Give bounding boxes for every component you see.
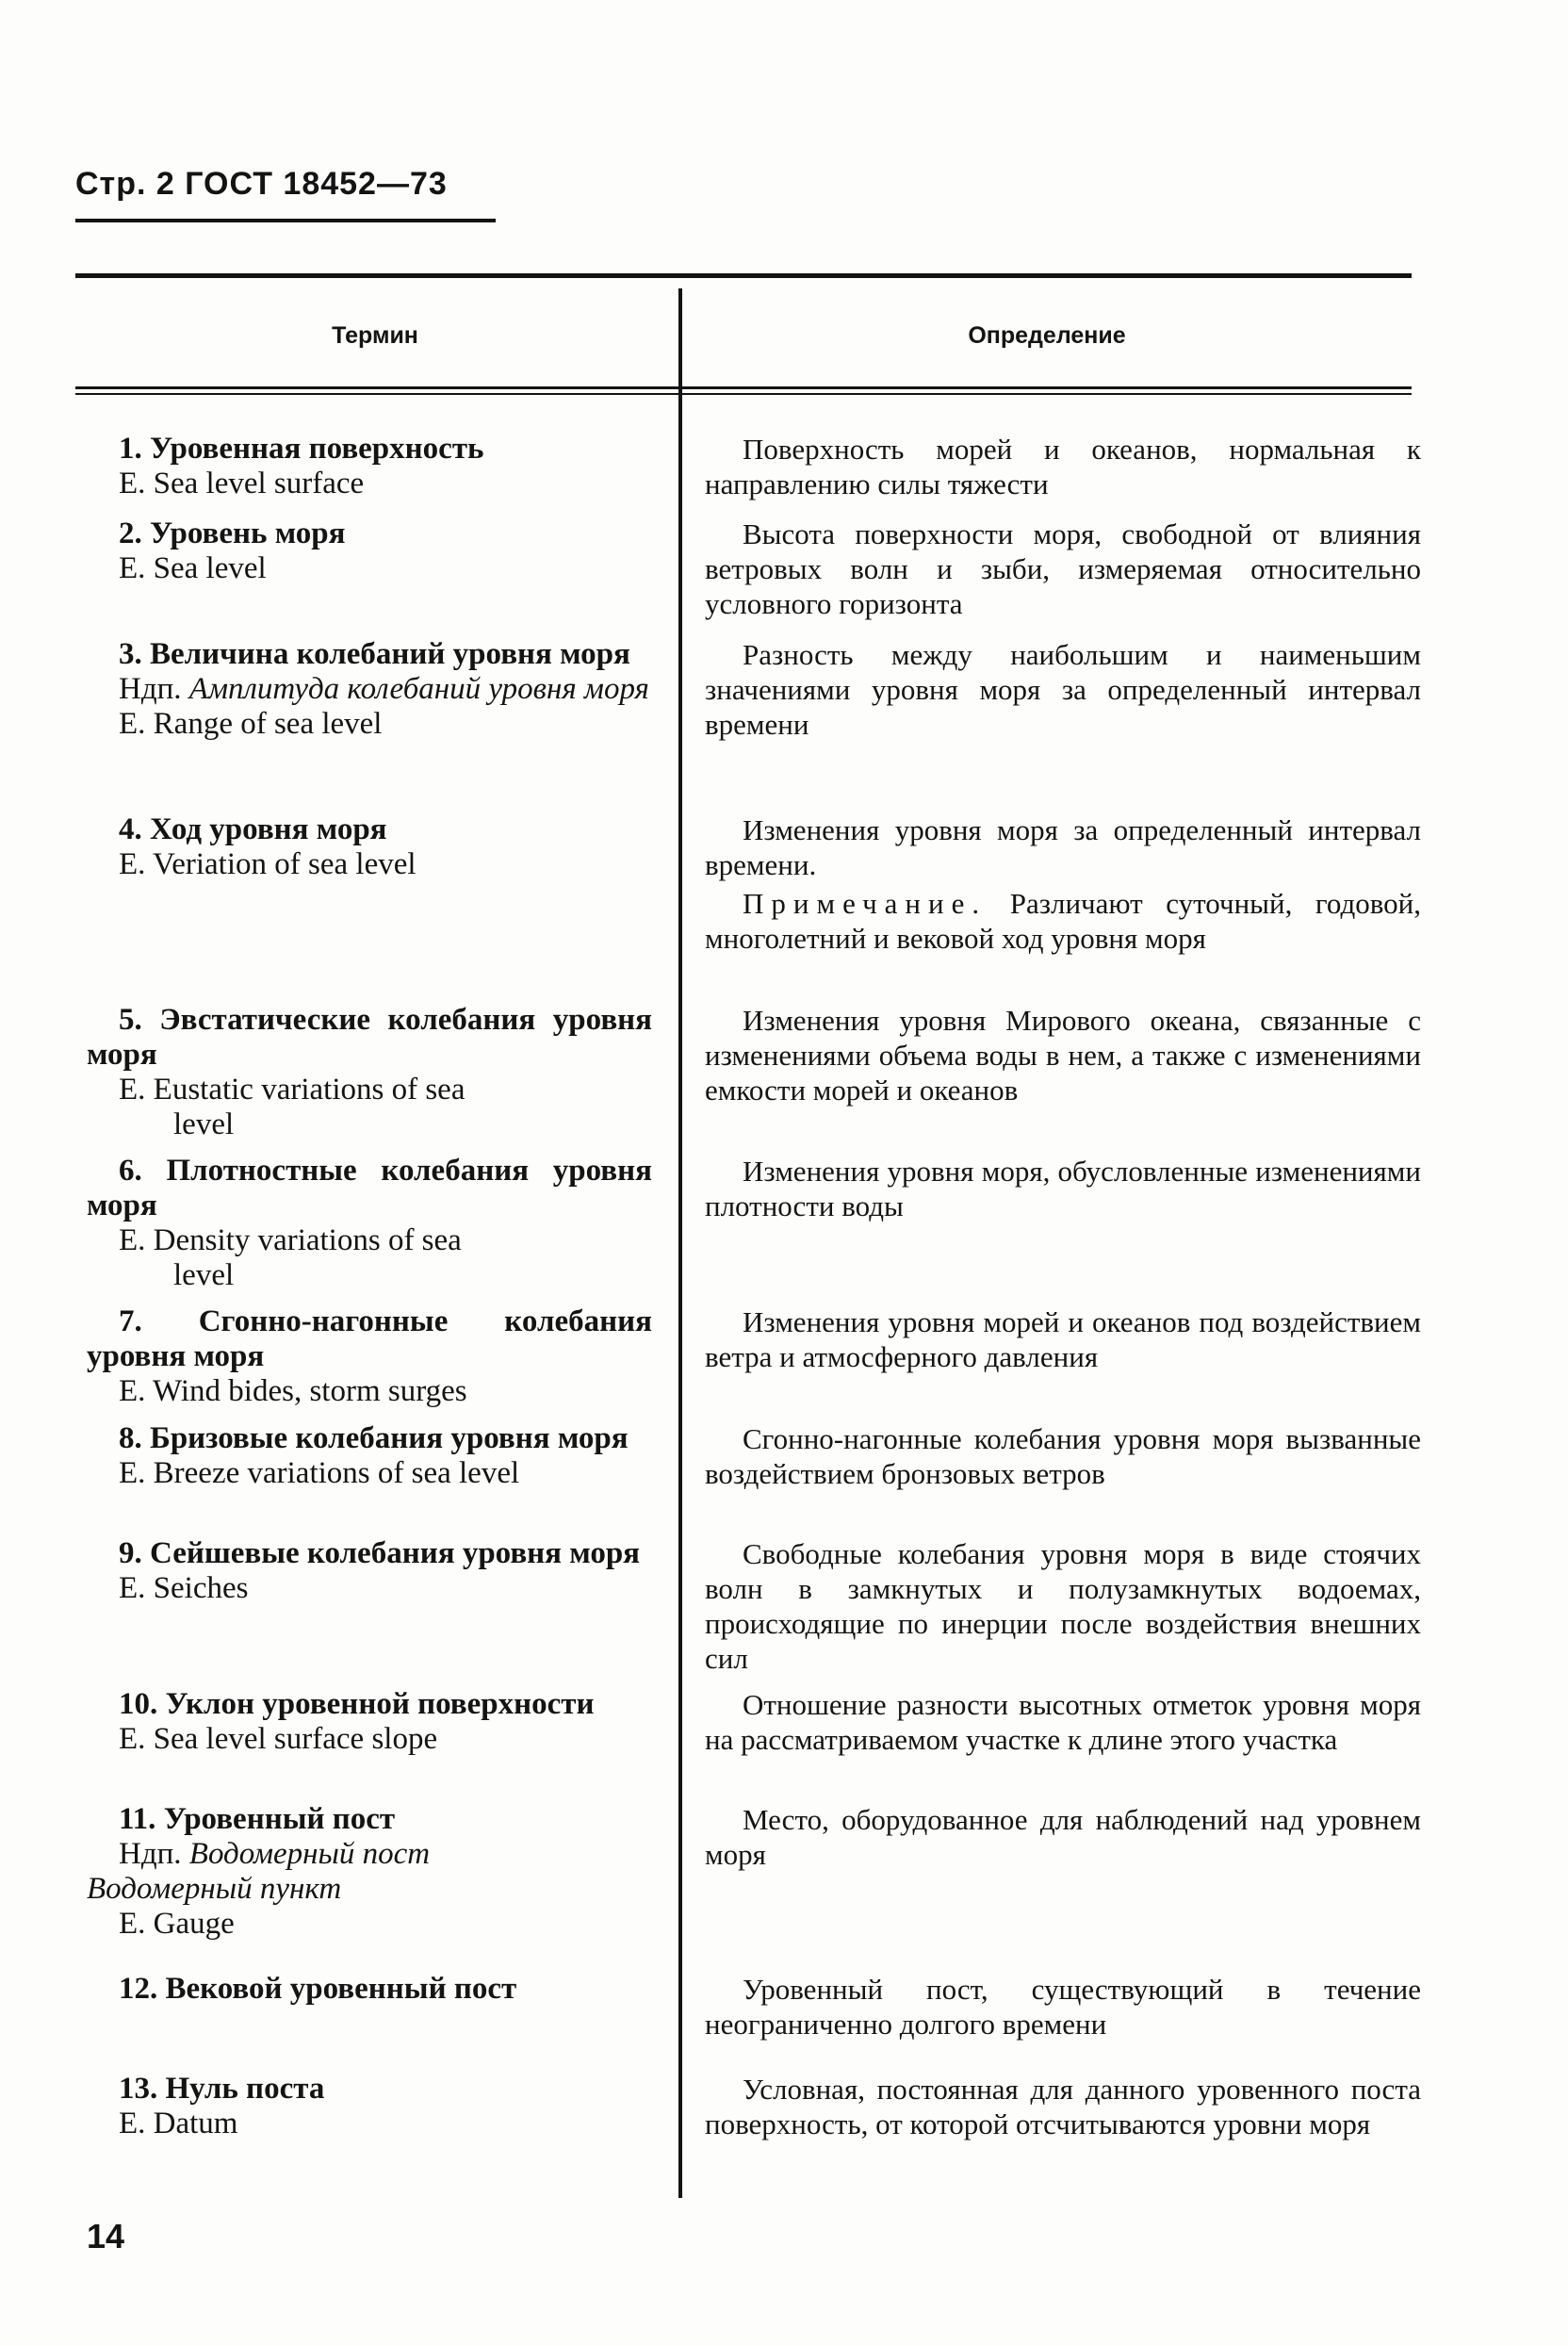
- term-english: E. Datum: [119, 2107, 238, 2140]
- term-english: E. Sea level surface slope: [119, 1722, 438, 1756]
- page-header: Стр. 2 ГОСТ 18452—73: [75, 166, 448, 202]
- term-entry-10: [87, 1687, 652, 1757]
- header-double-rule-bottom: [75, 393, 1412, 395]
- header-double-rule-top: [75, 386, 1412, 389]
- definition-text: Изменения уровня моря за определенный интервал времени.: [705, 813, 1421, 881]
- term-english: E. Sea level surface: [119, 467, 365, 500]
- term-name: 10. Уклон уровенной поверхности: [119, 1687, 595, 1721]
- definition-text: Уровенный пост, существующий в течение неограниченно долгого времени: [705, 1973, 1421, 2041]
- term-english: E. Wind bides, storm surges: [119, 1374, 467, 1408]
- definition-entry-6: [705, 1154, 1421, 1223]
- definition-text: Поверхность морей и океанов, нормальная к направлению силы тяжести: [705, 433, 1421, 500]
- definition-text: Разность между наибольшим и наименьшим значениями уровня моря за определенный интервал времени: [705, 638, 1421, 741]
- term-name: 13. Нуль поста: [119, 2072, 325, 2106]
- term-deprecated-synonym: Ндп. Амплитуда колебаний уровня моря: [119, 672, 649, 706]
- term-english: E. Breeze variations of sea level: [119, 1456, 520, 1490]
- term-name: 1. Уровенная поверхность: [119, 432, 484, 466]
- term-entry-7: [87, 1304, 652, 1409]
- term-name: 11. Уровенный пост: [119, 1802, 396, 1836]
- term-english: E. Range of sea level: [119, 707, 383, 741]
- definition-text: Сгонно-нагонные колебания уровня моря вызванные воздействием бронзовых ветров: [705, 1422, 1421, 1490]
- term-name: 7. Сгонно-нагонные колебания уровня моря: [87, 1304, 652, 1373]
- term-deprecated-synonym: Ндп. Водомерный пост: [119, 1837, 431, 1871]
- definition-entry-7: [705, 1304, 1421, 1374]
- definition-text: Место, оборудованное для наблюдений над уровнем моря: [705, 1803, 1421, 1871]
- definition-note: Примечание. Различают суточный, годовой, многолетний и вековой ход уровня моря: [705, 887, 1422, 955]
- definition-text: Изменения уровня Мирового океана, связанные с изменениями объема воды в нем, а также с изменениями емкости морей и океанов: [705, 1004, 1421, 1107]
- term-name: 3. Величина колебаний уровня моря: [119, 637, 630, 671]
- definition-text: Отношение разности высотных отметок уровня моря на рассматриваемом участке к длине этого участка: [705, 1688, 1421, 1756]
- term-name: 8. Бризовые колебания уровня моря: [119, 1421, 629, 1455]
- term-entry-5: [87, 1003, 652, 1142]
- definition-entry-5: [705, 1003, 1421, 1107]
- definition-text: Условная, постоянная для данного уровенного поста поверхность, от которой отсчитываются уровни моря: [705, 2073, 1421, 2140]
- definition-text: Изменения уровня моря, обусловленные изменениями плотности воды: [705, 1155, 1421, 1222]
- definition-text: Свободные колебания уровня моря в виде стоячих волн в замкнутых и полузамкнутых водоемах, происходящие по инерции после воздействия внешних сил: [705, 1537, 1421, 1675]
- definition-text: Изменения уровня морей и океанов под воздействием ветра и атмосферного давления: [705, 1305, 1421, 1373]
- term-entry-11: [87, 1802, 652, 1942]
- definition-entry-10: [705, 1687, 1421, 1757]
- term-name: 2. Уровень моря: [119, 517, 346, 550]
- term-name: 4. Ход уровня моря: [119, 812, 387, 846]
- term-entry-8: [87, 1421, 652, 1491]
- definition-entry-8: [705, 1421, 1421, 1491]
- term-deprecated-synonym-2: Водомерный пункт: [87, 1872, 342, 1906]
- term-english-continued: level: [173, 1107, 235, 1141]
- term-entry-6: [87, 1154, 652, 1293]
- term-english: E. Gauge: [119, 1907, 235, 1941]
- definition-text: Высота поверхности моря, свободной от влияния ветровых волн и зыби, измеряемая относительно условного горизонта: [705, 517, 1421, 620]
- term-name: 12. Вековой уровенный пост: [119, 1972, 517, 2006]
- term-name: 5. Эвстатические колебания уровня моря: [87, 1003, 653, 1072]
- definition-entry-9: [705, 1536, 1421, 1676]
- definition-entry-4: [705, 812, 1421, 956]
- term-name: 6. Плотностные колебания уровня моря: [87, 1154, 652, 1222]
- column-header-term: Термин: [332, 322, 418, 349]
- header-rule: [75, 219, 496, 222]
- column-header-definition: Определение: [968, 322, 1126, 349]
- term-entry-4: [87, 812, 652, 882]
- term-english: E. Density variations of sea: [119, 1223, 462, 1257]
- term-entry-1: [87, 432, 652, 501]
- term-entry-13: [87, 2072, 652, 2141]
- column-divider: [678, 288, 682, 2198]
- term-entry-12: [87, 1972, 652, 2007]
- term-entry-3: [87, 637, 652, 742]
- definition-entry-11: [705, 1802, 1421, 1872]
- definition-entry-13: [705, 2072, 1421, 2141]
- page-number: 14: [87, 2217, 125, 2255]
- definition-entry-12: [705, 1972, 1421, 2042]
- definition-entry-3: [705, 637, 1421, 742]
- term-entry-2: [87, 517, 652, 586]
- term-entry-9: [87, 1536, 652, 1606]
- term-english: E. Seiches: [119, 1571, 249, 1605]
- table-top-rule: [75, 273, 1412, 278]
- term-english: E. Eustatic variations of sea: [119, 1073, 466, 1107]
- definition-entry-1: [705, 432, 1421, 501]
- definition-entry-2: [705, 517, 1421, 621]
- term-name: 9. Сейшевые колебания уровня моря: [119, 1536, 641, 1570]
- term-english: E. Sea level: [119, 551, 267, 585]
- term-english-continued: level: [173, 1258, 235, 1292]
- term-english: E. Veriation of sea level: [119, 847, 416, 881]
